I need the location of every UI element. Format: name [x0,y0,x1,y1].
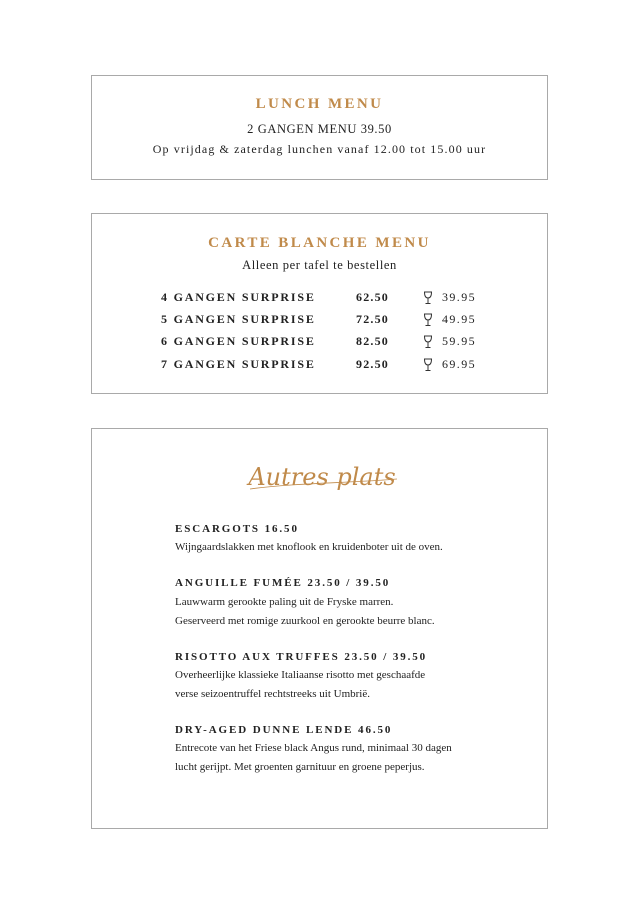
wine-pairing-price: 39.95 [442,290,476,304]
dish-description-line: Overheerlijke klassieke Italiaanse risotto met geschaafde [175,669,426,681]
carte-blanche-subtitle: Alleen per tafel te bestellen [242,258,397,272]
course-price: 92.50 [356,357,389,371]
lunch-menu-subtitle: 2 GANGEN MENU 39.50 [247,122,392,136]
course-name: 7 GANGEN SURPRISE [161,357,316,371]
dish-description-line: Entrecote van het Friese black Angus rund, minimaal 30 dagen [175,742,452,754]
wine-pairing-price: 59.95 [442,334,476,348]
dish-description-line: Geserveerd met romige zuurkool en gerookte beurre blanc. [175,615,435,627]
dish-name: DRY-AGED DUNNE LENDE 46.50 [175,724,393,736]
menu-row [92,334,547,352]
lunch-menu-title: LUNCH MENU [255,96,384,112]
dish-description [175,666,425,704]
course-price: 72.50 [356,312,389,326]
course-price: 82.50 [356,334,389,348]
menu-row [92,357,547,375]
dish-description-line: Lauwwarm gerookte paling uit de Fryske marren. [175,596,394,608]
wine-glass-icon [423,291,433,305]
autres-plats-title-text: Autres plats [248,463,396,491]
dish-description [175,739,452,777]
wine-glass-icon [423,313,433,327]
dish-name: RISOTTO AUX TRUFFES 23.50 / 39.50 [175,651,428,663]
menu-row [92,290,547,308]
dish-description-line: lucht gerijpt. Met groenten garnituur en groene peperjus. [175,761,425,773]
dish-name: ANGUILLE FUMÉE 23.50 / 39.50 [175,577,391,589]
dish-description-line: verse seizoentruffel rechtstreeks uit Umbrië. [175,688,370,700]
course-price: 62.50 [356,290,389,304]
wine-pairing-price: 69.95 [442,357,476,371]
dish-name: ESCARGOTS 16.50 [175,523,299,535]
lunch-menu-note: Op vrijdag & zaterdag lunchen vanaf 12.00 tot 15.00 uur [152,142,487,156]
autres-plats-script-title [232,449,412,497]
carte-blanche-title: CARTE BLANCHE MENU [208,235,431,251]
dish-description [175,538,443,557]
wine-glass-icon [423,335,433,349]
course-name: 5 GANGEN SURPRISE [161,312,316,326]
autres-plats-box [91,428,548,829]
course-name: 4 GANGEN SURPRISE [161,290,316,304]
dish-description [175,593,435,631]
wine-glass-icon [423,358,433,372]
course-name: 6 GANGEN SURPRISE [161,334,316,348]
dish-description-line: Wijngaardslakken met knoflook en kruidenboter uit de oven. [175,541,443,553]
lunch-menu-box [91,75,548,180]
menu-row [92,312,547,330]
carte-blanche-box [91,213,548,394]
wine-pairing-price: 49.95 [442,312,476,326]
